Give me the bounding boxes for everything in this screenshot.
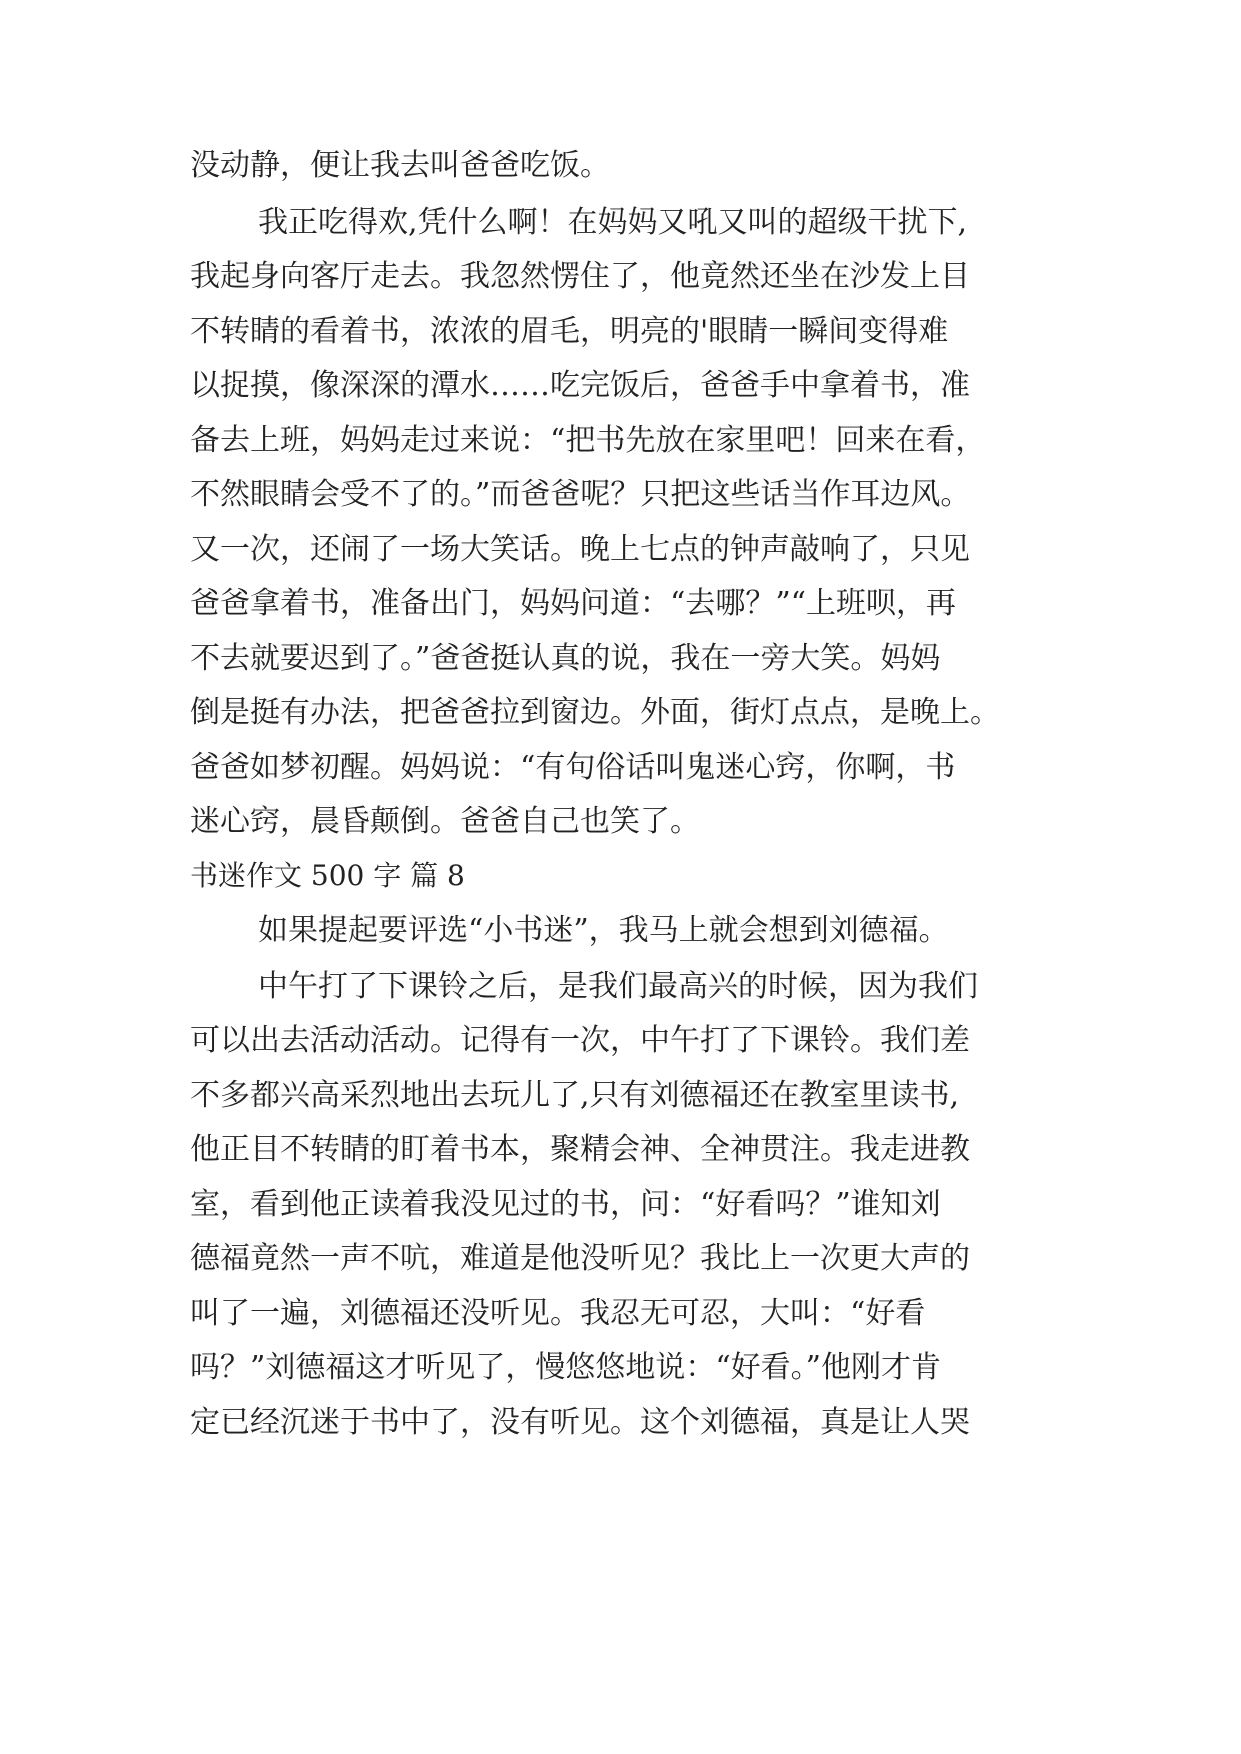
text-line: 又一次，还闹了一场大笑话。晚上七点的钟声敲响了，只见 [190,532,970,567]
text-line: 迷心窍，晨昏颠倒。爸爸自己也笑了。 [190,804,700,839]
section-heading: 书迷作文 500 字 篇 8 [190,859,465,892]
text-line: 吗？”刘德福这才听见了，慢悠悠地说：“好看。”他刚才肯 [190,1350,942,1385]
text-line: 备去上班，妈妈走过来说：“把书先放在家里吧！回来在看， [190,423,986,458]
text-line: 倒是挺有办法，把爸爸拉到窗边。外面，街灯点点，是晚上。 [190,695,1000,730]
text-line: 没动静，便让我去叫爸爸吃饭。 [190,148,610,183]
text-line: 不然眼睛会受不了的。”而爸爸呢？只把这些话当作耳边风。 [190,477,971,512]
text-line: 叫了一遍，刘德福还没听见。我忍无可忍，大叫：“好看 [190,1296,926,1331]
text-line: 以捉摸，像深深的潭水……吃完饭后，爸爸手中拿着书，准 [190,368,970,403]
text-line: 他正目不转睛的盯着书本，聚精会神、全神贯注。我走进教 [190,1132,970,1167]
text-line: 中午打了下课铃之后，是我们最高兴的时候，因为我们 [258,969,978,1004]
text-line: 我起身向客厅走去。我忽然愣住了，他竟然还坐在沙发上目 [190,259,970,294]
text-line: 德福竟然一声不吭，难道是他没听见？我比上一次更大声的 [190,1241,970,1276]
text-line: 爸爸如梦初醒。妈妈说：“有句俗话叫鬼迷心窍，你啊，书 [190,750,956,785]
text-line: 如果提起要评选“小书迷”，我马上就会想到刘德福。 [258,913,949,948]
text-line: 我正吃得欢,凭什么啊！在妈妈又吼又叫的超级干扰下, [258,205,968,240]
text-line: 可以出去活动活动。记得有一次，中午打了下课铃。我们差 [190,1023,970,1058]
text-line: 不多都兴高采烈地出去玩儿了,只有刘德福还在教室里读书, [190,1078,960,1113]
text-line: 定已经沉迷于书中了，没有听见。这个刘德福，真是让人哭 [190,1405,970,1440]
text-line: 不去就要迟到了。”爸爸挺认真的说，我在一旁大笑。妈妈 [190,641,941,676]
text-line: 爸爸拿着书，准备出门，妈妈问道：“去哪？”“上班呗，再 [190,586,957,621]
text-line: 室，看到他正读着我没见过的书，问：“好看吗？”谁知刘 [190,1187,941,1222]
text-line: 不转睛的看着书，浓浓的眉毛，明亮的'眼睛一瞬间变得难 [190,314,949,349]
